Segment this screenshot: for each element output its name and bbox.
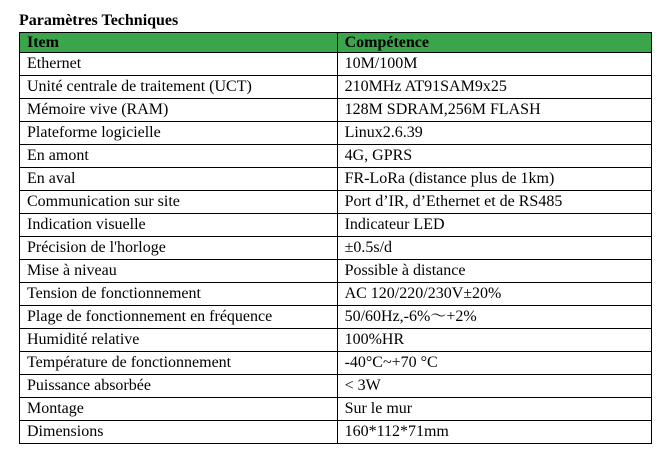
item-cell: Plateforme logicielle	[20, 122, 338, 145]
value-cell: < 3W	[337, 375, 651, 398]
value-cell: 50/60Hz,-6%～+2%	[337, 306, 651, 329]
table-row	[20, 214, 652, 237]
item-cell: Communication sur site	[20, 191, 338, 214]
item-cell: Température de fonctionnement	[20, 352, 338, 375]
value-cell: Indicateur LED	[337, 214, 651, 237]
value-cell: AC 120/220/230V±20%	[337, 283, 651, 306]
table-row	[20, 99, 652, 122]
item-cell: Humidité relative	[20, 329, 338, 352]
value-cell: Sur le mur	[337, 398, 651, 421]
item-cell: Tension de fonctionnement	[20, 283, 338, 306]
table-row	[20, 283, 652, 306]
value-cell: FR-LoRa (distance plus de 1km)	[337, 168, 651, 191]
table-row	[20, 329, 652, 352]
value-cell: Port d’IR, d’Ethernet et de RS485	[337, 191, 651, 214]
table-row	[20, 145, 652, 168]
document-title: Paramètres Techniques	[19, 12, 179, 29]
table-row	[20, 53, 652, 76]
table-row	[20, 122, 652, 145]
table-row	[20, 260, 652, 283]
table-row	[20, 306, 652, 329]
value-cell: ±0.5s/d	[337, 237, 651, 260]
column-header-competence: Compétence	[337, 33, 651, 53]
value-cell: 4G, GPRS	[337, 145, 651, 168]
item-cell: Puissance absorbée	[20, 375, 338, 398]
item-cell: Dimensions	[20, 421, 338, 444]
value-cell: 100%HR	[337, 329, 651, 352]
table-row	[20, 375, 652, 398]
item-cell: Plage de fonctionnement en fréquence	[20, 306, 338, 329]
value-cell: 10M/100M	[337, 53, 651, 76]
item-cell: Ethernet	[20, 53, 338, 76]
item-cell: En amont	[20, 145, 338, 168]
table-row	[20, 168, 652, 191]
item-cell: Mise à niveau	[20, 260, 338, 283]
item-cell: Montage	[20, 398, 338, 421]
value-cell: 160*112*71mm	[337, 421, 651, 444]
table-body	[20, 53, 652, 444]
column-header-item: Item	[20, 33, 338, 53]
table-row	[20, 398, 652, 421]
specifications-table	[19, 32, 652, 444]
value-cell: Linux2.6.39	[337, 122, 651, 145]
item-cell: En aval	[20, 168, 338, 191]
table-row	[20, 76, 652, 99]
table-row	[20, 352, 652, 375]
item-cell: Unité centrale de traitement (UCT)	[20, 76, 338, 99]
table-row	[20, 421, 652, 444]
item-cell: Mémoire vive (RAM)	[20, 99, 338, 122]
table-header-row	[20, 33, 652, 53]
table-row	[20, 191, 652, 214]
value-cell: 210MHz AT91SAM9x25	[337, 76, 651, 99]
value-cell: Possible à distance	[337, 260, 651, 283]
value-cell: -40°C~+70 °C	[337, 352, 651, 375]
value-cell: 128M SDRAM,256M FLASH	[337, 99, 651, 122]
item-cell: Indication visuelle	[20, 214, 338, 237]
item-cell: Précision de l'horloge	[20, 237, 338, 260]
table-row	[20, 237, 652, 260]
